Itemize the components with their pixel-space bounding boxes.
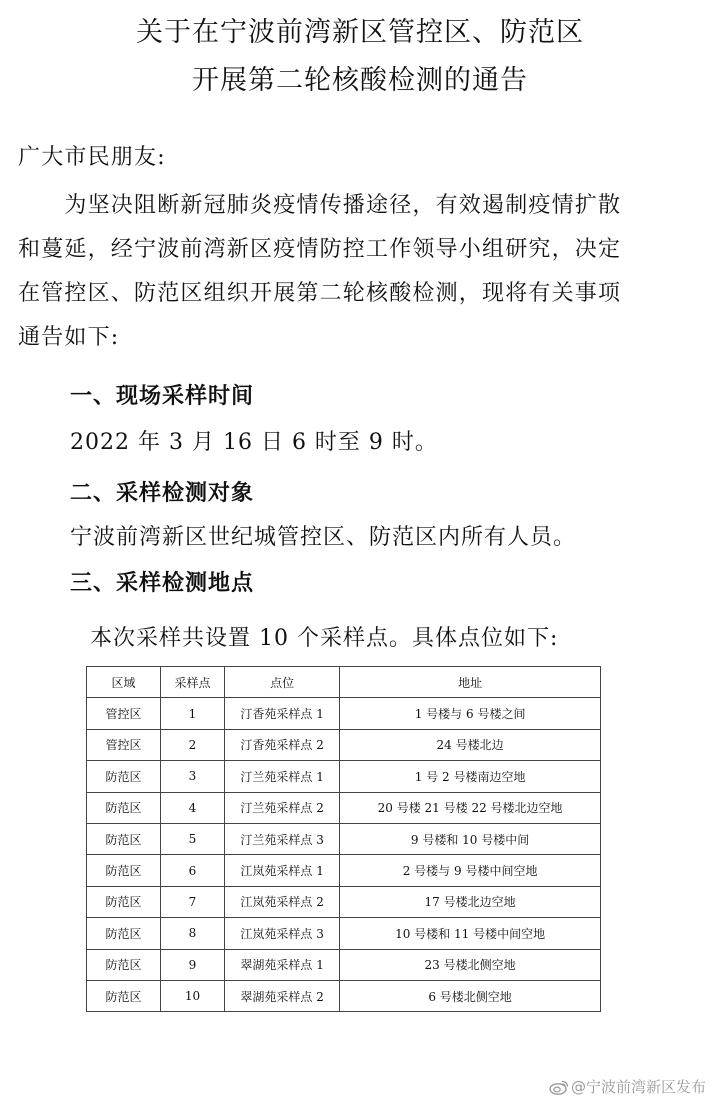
cell-point-name: 翠湖苑采样点 2 (225, 980, 340, 1011)
intro-line: 在管控区、防范区组织开展第二轮核酸检测，现将有关事项 (18, 281, 622, 306)
cell-point-name: 江岚苑采样点 3 (225, 918, 340, 949)
cell-address: 6 号楼北侧空地 (340, 980, 601, 1011)
table-row (87, 761, 601, 792)
cell-area: 防范区 (87, 792, 161, 823)
page-title-line-2: 开展第二轮核酸检测的通告 (192, 65, 528, 96)
column-header-point-name: 点位 (225, 667, 340, 698)
cell-point-name: 江岚苑采样点 1 (225, 855, 340, 886)
cell-area: 防范区 (87, 980, 161, 1011)
cell-address: 1 号 2 号楼南边空地 (340, 761, 601, 792)
cell-area: 防范区 (87, 855, 161, 886)
cell-address: 24 号楼北边 (340, 729, 601, 760)
intro-line: 通告如下: (18, 325, 120, 350)
watermark (549, 1076, 706, 1097)
column-header-point-number: 采样点 (160, 667, 224, 698)
column-header-area: 区域 (87, 667, 161, 698)
cell-address: 20 号楼 21 号楼 22 号楼北边空地 (340, 792, 601, 823)
cell-area: 防范区 (87, 918, 161, 949)
watermark-text: @宁波前湾新区发布 (570, 1078, 706, 1096)
cell-point-name: 汀兰苑采样点 2 (225, 792, 340, 823)
cell-point-number: 4 (160, 792, 224, 823)
table-row (87, 855, 601, 886)
weibo-icon (549, 1079, 569, 1095)
cell-point-number: 8 (160, 918, 224, 949)
table-row (87, 980, 601, 1011)
intro-line: 和蔓延，经宁波前湾新区疫情防控工作领导小组研究，决定 (18, 237, 622, 262)
cell-area: 防范区 (87, 761, 161, 792)
intro-paragraph (18, 184, 708, 360)
table-header-row (87, 667, 601, 698)
table-row (87, 949, 601, 980)
cell-point-name: 汀香苑采样点 1 (225, 698, 340, 729)
cell-point-name: 江岚苑采样点 2 (225, 886, 340, 917)
cell-point-number: 10 (160, 980, 224, 1011)
cell-point-name: 翠湖苑采样点 1 (225, 949, 340, 980)
cell-point-number: 6 (160, 855, 224, 886)
column-header-address: 地址 (340, 667, 601, 698)
cell-area: 管控区 (87, 729, 161, 760)
table-row (87, 918, 601, 949)
table-row (87, 792, 601, 823)
table-row (87, 886, 601, 917)
section-text-time: 2022 年 3 月 16 日 6 时至 9 时。 (70, 430, 438, 455)
section-text-target: 宁波前湾新区世纪城管控区、防范区内所有人员。 (70, 525, 577, 550)
cell-address: 17 号楼北边空地 (340, 886, 601, 917)
cell-point-number: 1 (160, 698, 224, 729)
table-row (87, 729, 601, 760)
cell-point-number: 3 (160, 761, 224, 792)
cell-address: 2 号楼与 9 号楼中间空地 (340, 855, 601, 886)
sampling-points-table (86, 666, 601, 1012)
cell-address: 23 号楼北侧空地 (340, 949, 601, 980)
cell-point-number: 9 (160, 949, 224, 980)
cell-area: 防范区 (87, 886, 161, 917)
cell-address: 10 号楼和 11 号楼中间空地 (340, 918, 601, 949)
cell-point-name: 汀兰苑采样点 1 (225, 761, 340, 792)
cell-area: 防范区 (87, 823, 161, 854)
table-row (87, 823, 601, 854)
cell-point-number: 5 (160, 823, 224, 854)
cell-address: 9 号楼和 10 号楼中间 (340, 823, 601, 854)
greeting: 广大市民朋友: (18, 145, 166, 170)
cell-point-number: 7 (160, 886, 224, 917)
cell-address: 1 号楼与 6 号楼之间 (340, 698, 601, 729)
section-text-location: 本次采样共设置 10 个采样点。具体点位如下: (90, 626, 559, 651)
cell-point-number: 2 (160, 729, 224, 760)
section-heading-location: 三、采样检测地点 (70, 571, 255, 596)
section-heading-target: 二、采样检测对象 (70, 481, 255, 506)
cell-point-name: 汀香苑采样点 2 (225, 729, 340, 760)
table-row (87, 698, 601, 729)
section-heading-time: 一、现场采样时间 (70, 384, 255, 409)
cell-area: 防范区 (87, 949, 161, 980)
intro-line: 为坚决阻断新冠肺炎疫情传播途径，有效遏制疫情扩散 (18, 193, 622, 218)
cell-area: 管控区 (87, 698, 161, 729)
page-title-line-1: 关于在宁波前湾新区管控区、防范区 (136, 17, 584, 48)
cell-point-name: 汀兰苑采样点 3 (225, 823, 340, 854)
